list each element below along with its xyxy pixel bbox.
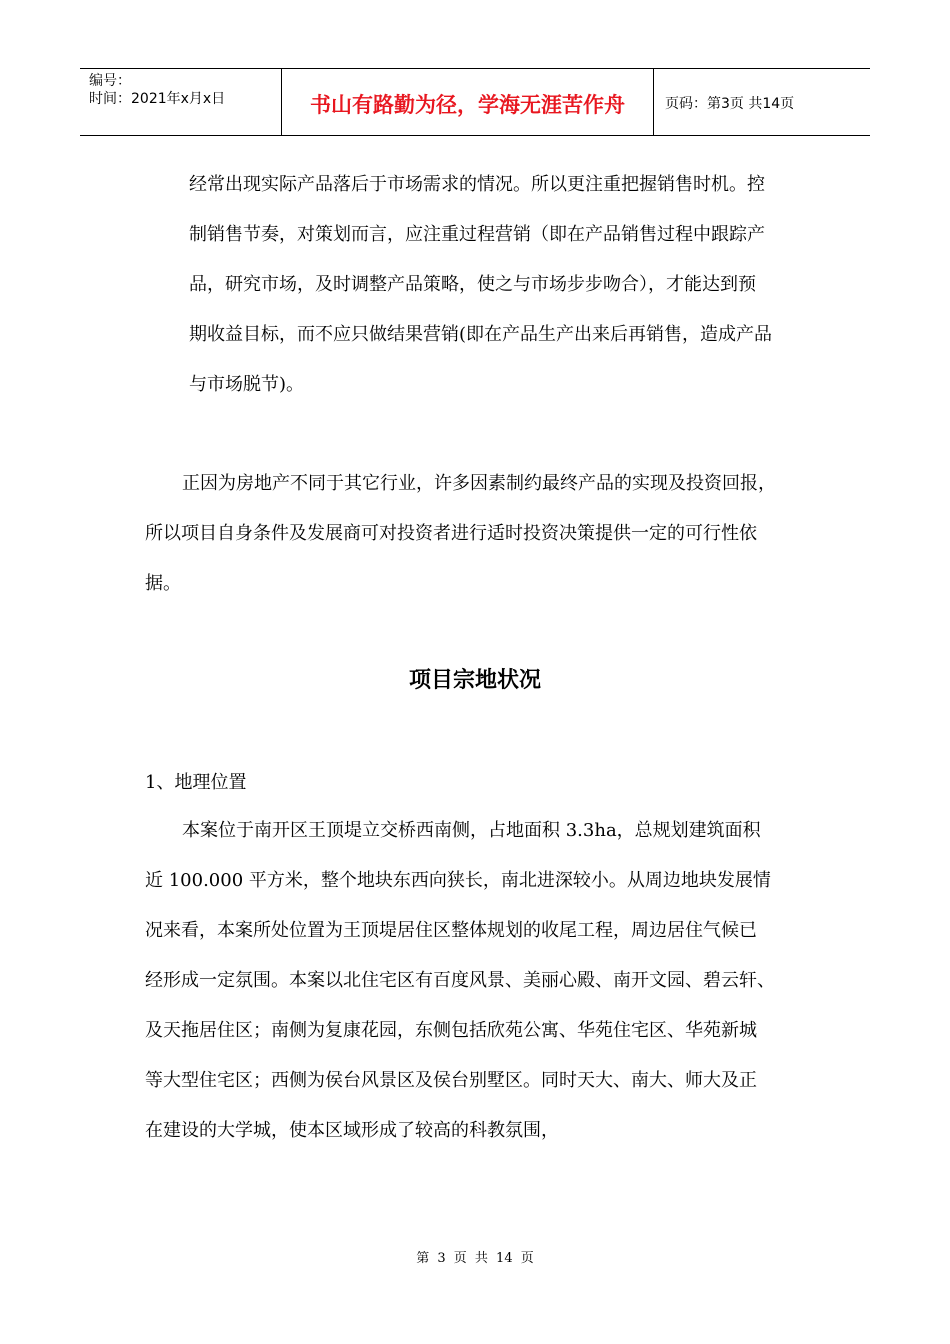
- section-title: 项目宗地状况: [408, 668, 541, 693]
- paragraph-real-estate: [145, 459, 825, 609]
- header-page-cell: [654, 69, 870, 135]
- paragraph-line: 据。: [145, 573, 181, 594]
- paragraph-line: 与市场脱节)。: [189, 374, 305, 395]
- page-header: [80, 68, 870, 136]
- paragraph-line: 所以项目自身条件及发展商可对投资者进行适时投资决策提供一定的可行性依: [145, 523, 757, 544]
- paragraph-line: 及天拖居住区；南侧为复康花园，东侧包括欣苑公寓、华苑住宅区、华苑新城: [145, 1020, 757, 1041]
- paragraph-line: 本案位于南开区王顶堤立交桥西南侧，占地面积 3.3ha，总规划建筑面积: [182, 820, 761, 841]
- header-motto: 书山有路勤为径，学海无涯苦作舟: [310, 93, 625, 117]
- paragraph-line: 制销售节奏，对策划而言，应注重过程营销（即在产品销售过程中跟踪产: [189, 224, 765, 245]
- page-footer: 第 3 页 共 14 页: [416, 1251, 534, 1266]
- paragraph-line: 品，研究市场，及时调整产品策略，使之与市场步步吻合），才能达到预: [189, 274, 756, 295]
- paragraph-line: 期收益目标，而不应只做结果营销(即在产品生产出来后再销售，造成产品: [189, 324, 773, 345]
- subsection-heading: 1、地理位置: [145, 772, 247, 793]
- paragraph-line: 近 100.000 平方米，整个地块东西向狭长，南北进深较小。从周边地块发展情: [145, 870, 771, 891]
- paragraph-line: 经形成一定氛围。本案以北住宅区有百度风景、美丽心殿、南开文园、碧云轩、: [145, 970, 775, 991]
- paragraph-sales-timing: [189, 160, 815, 410]
- header-page-info: 页码：第3页 共14页: [665, 96, 795, 112]
- paragraph-line: 经常出现实际产品落后于市场需求的情况。所以更注重把握销售时机。控: [189, 174, 765, 195]
- paragraph-location: [145, 806, 825, 1156]
- document-number-label: 编号：: [89, 73, 131, 89]
- paragraph-line: 正因为房地产不同于其它行业，许多因素制约最终产品的实现及投资回报，: [182, 473, 776, 494]
- paragraph-line: 况来看，本案所处位置为王顶堤居住区整体规划的收尾工程，周边居住气候已: [145, 920, 757, 941]
- header-motto-cell: [282, 69, 654, 135]
- document-date: 时间：2021年x月x日: [89, 91, 226, 107]
- paragraph-line: 等大型住宅区；西侧为侯台风景区及侯台别墅区。同时天大、南大、师大及正: [145, 1070, 757, 1091]
- paragraph-line: 在建设的大学城，使本区域形成了较高的科教氛围，: [145, 1120, 559, 1141]
- header-meta-cell: [80, 69, 282, 135]
